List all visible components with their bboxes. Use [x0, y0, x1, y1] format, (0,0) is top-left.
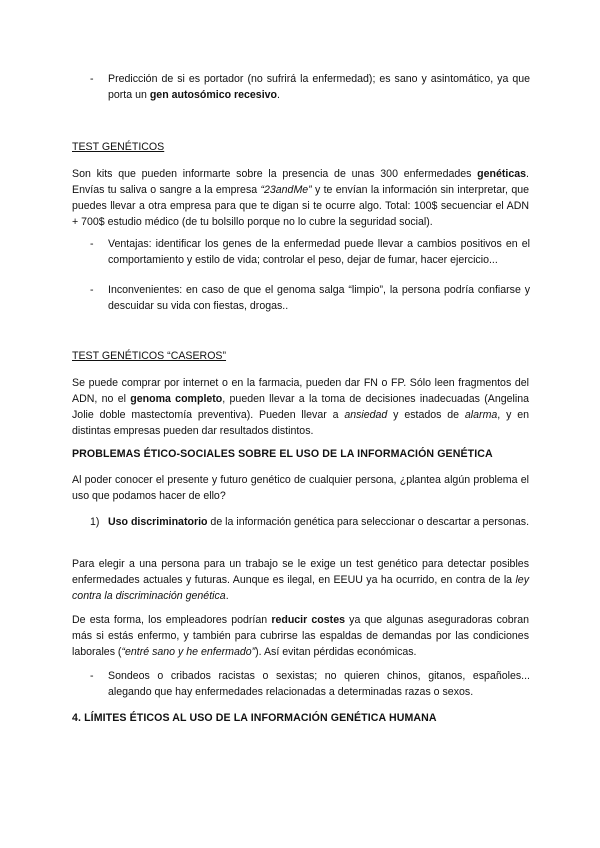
section-heading-problemas: PROBLEMAS ÉTICO-SOCIALES SOBRE EL USO DE LA INFORMACIÓN GENÉTICA — [72, 448, 493, 460]
italic-term: “23andMe” — [260, 184, 312, 196]
item-text: Uso discriminatorio de la información genética para seleccionar o descartar a personas. — [108, 516, 530, 528]
bullet-text: Ventajas: identificar los genes de la enfermedad puede llevar a cambios positivos en el comportamiento y estilo de vida; controlar el peso, dejar de fumar, hacer ejercicio... — [108, 238, 530, 266]
numbered-item-1 — [90, 514, 530, 530]
paragraph-caseros: Se puede comprar por internet o en la farmacia, pueden dar FN o FP. Sólo leen fragmentos del ADN, no el genoma completo, pueden llevar a la toma de decisiones inadecuadas (Angelina Jolie doble mastectomía preventiva). Pueden llevar a ansiedad y estados de alarma, y en distintas empresas pueden dar resultados distintos. — [72, 377, 530, 437]
bold-term: genéticas — [477, 168, 527, 180]
paragraph-empleadores: De esta forma, los empleadores podrían reducir costes ya que algunas aseguradoras cobran más si estás enfermo, y también para cubrirse las espaldas de demandas por las condiciones laborales (“entré sano y he enfermado”). Así evitan pérdidas económicas. — [72, 614, 529, 658]
bold-term: Uso discriminatorio — [108, 516, 208, 528]
bullet-marker: - — [90, 284, 94, 296]
section-heading-limites: 4. LÍMITES ÉTICOS AL USO DE LA INFORMACIÓN GENÉTICA HUMANA — [72, 712, 437, 724]
bold-term: genoma completo — [130, 393, 223, 405]
italic-term: ley contra la discriminación genética — [72, 574, 529, 602]
paragraph-pregunta: Al poder conocer el presente y futuro genético de cualquier persona, ¿plantea algún problema el uso que podamos hacer de ello? — [72, 474, 529, 502]
bullet-marker: - — [90, 238, 94, 250]
paragraph-kits: Son kits que pueden informarte sobre la presencia de unas 300 enfermedades genéticas. Envías tu saliva o sangre a la empresa “23andMe” y te envían la información sin interpretar, que puedes llevar a otra empresa para que te digan si te ocurre algo. Total: 100$ secuenciar el ADN + 700$ estudio médico (de tu bolsillo porque no lo cubre la seguridad social). — [72, 168, 529, 228]
italic-term: ansiedad — [344, 409, 388, 421]
italic-term: alarma — [464, 409, 498, 421]
bullet-text: Inconvenientes: en caso de que el genoma salga “limpio”, la persona podría confiarse y descuidar su vida con fiestas, drogas.. — [108, 284, 530, 312]
bullet-marker: - — [90, 73, 94, 85]
paragraph-trabajo: Para elegir a una persona para un trabajo se le exige un test genético para detectar posibles enfermedades actuales y futuras. Aunque es ilegal, en EEUU ya ha ocurrido, en contra de la ley contra la discriminación genética. — [72, 558, 529, 602]
bullet-sondeos — [90, 668, 530, 700]
bold-term: gen autosómico recesivo — [149, 89, 277, 101]
bullet-marker: - — [90, 670, 94, 682]
bold-term: reducir costes — [271, 614, 345, 626]
bullet-portador — [90, 71, 530, 103]
bullet-inconvenientes — [90, 282, 530, 314]
bullet-ventajas — [90, 236, 530, 268]
bullet-text: Predicción de si es portador (no sufrirá la enfermedad); es sano y asintomático, ya que porta un gen autosómico recesivo. — [108, 73, 530, 101]
item-number: 1) — [90, 516, 100, 528]
section-heading-test-caseros: TEST GENÉTICOS “CASEROS” — [72, 350, 227, 362]
section-heading-test-geneticos: TEST GENÉTICOS — [72, 141, 165, 153]
italic-term: “entré sano y he enfermado” — [121, 646, 256, 658]
bullet-text: Sondeos o cribados racistas o sexistas; no quieren chinos, gitanos, españoles... alegando que hay enfermedades relacionadas a determinadas razas o sexos. — [108, 670, 530, 698]
